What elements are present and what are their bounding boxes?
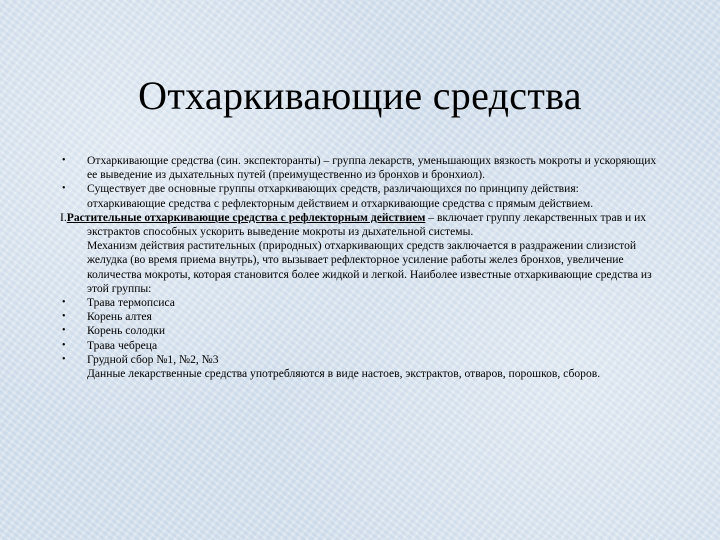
herb-item bbox=[60, 324, 660, 338]
bullet-icon: • bbox=[62, 325, 66, 337]
group-rest: – включает группу лекарственных трав и их экстрактов способных ускорить выведение мокроты из дыхательной системы. bbox=[87, 210, 647, 239]
herb-item bbox=[60, 353, 660, 367]
herb-text: Грудной сбор №1, №2, №3 bbox=[87, 352, 219, 366]
bullet-text: Существует две основные группы отхаркивающих средств, различающихся по принципу действия: отхаркивающие средства с рефлекторным действием и отхаркивающие средства с прямым действием. bbox=[87, 182, 594, 210]
bullet-icon: • bbox=[62, 183, 66, 195]
group-lead: Растительные отхаркивающие средства с рефлекторным действием bbox=[66, 210, 426, 224]
herb-text: Корень алтея bbox=[87, 310, 152, 324]
slide-title: Отхаркивающие средства bbox=[138, 73, 582, 118]
herb-text: Трава термопсиса bbox=[87, 296, 175, 310]
group-one-paragraph bbox=[60, 211, 660, 239]
herb-item bbox=[60, 339, 660, 353]
bullet-icon: • bbox=[62, 339, 66, 351]
herb-text: Корень солодки bbox=[87, 324, 166, 338]
closing-paragraph: Данные лекарственные средства употребляются в виде настоев, экстрактов, отваров, порошков, сборов. bbox=[87, 367, 601, 381]
bullet-text: Отхаркивающие средства (син. экспекторанты) – группа лекарств, уменьшающих вязкость мокроты и ускоряющих ее выведение из дыхательных путей (преимущественно из бронхов и бронхиол). bbox=[87, 154, 657, 182]
bullet-item bbox=[60, 154, 660, 182]
bullet-icon: • bbox=[62, 353, 66, 365]
bullet-icon: • bbox=[62, 297, 66, 309]
group-marker: I. bbox=[60, 210, 67, 224]
herb-item bbox=[60, 296, 660, 310]
bullet-icon: • bbox=[62, 155, 66, 166]
slide-content bbox=[60, 154, 660, 381]
herb-text: Трава чебреца bbox=[87, 338, 158, 352]
bullet-item bbox=[60, 182, 660, 210]
herb-item bbox=[60, 310, 660, 324]
bullet-icon: • bbox=[62, 311, 66, 323]
mechanism-paragraph: Механизм действия растительных (природных) отхаркивающих средств заключается в раздражении слизистой желудка (во время приема внутрь), что вызывает рефлекторное усиление работы желез бронхов, увеличение количества мокроты, которая становится более жидкой и легкой. Наиболее известные отхаркивающие средства из этой группы: bbox=[87, 239, 652, 295]
